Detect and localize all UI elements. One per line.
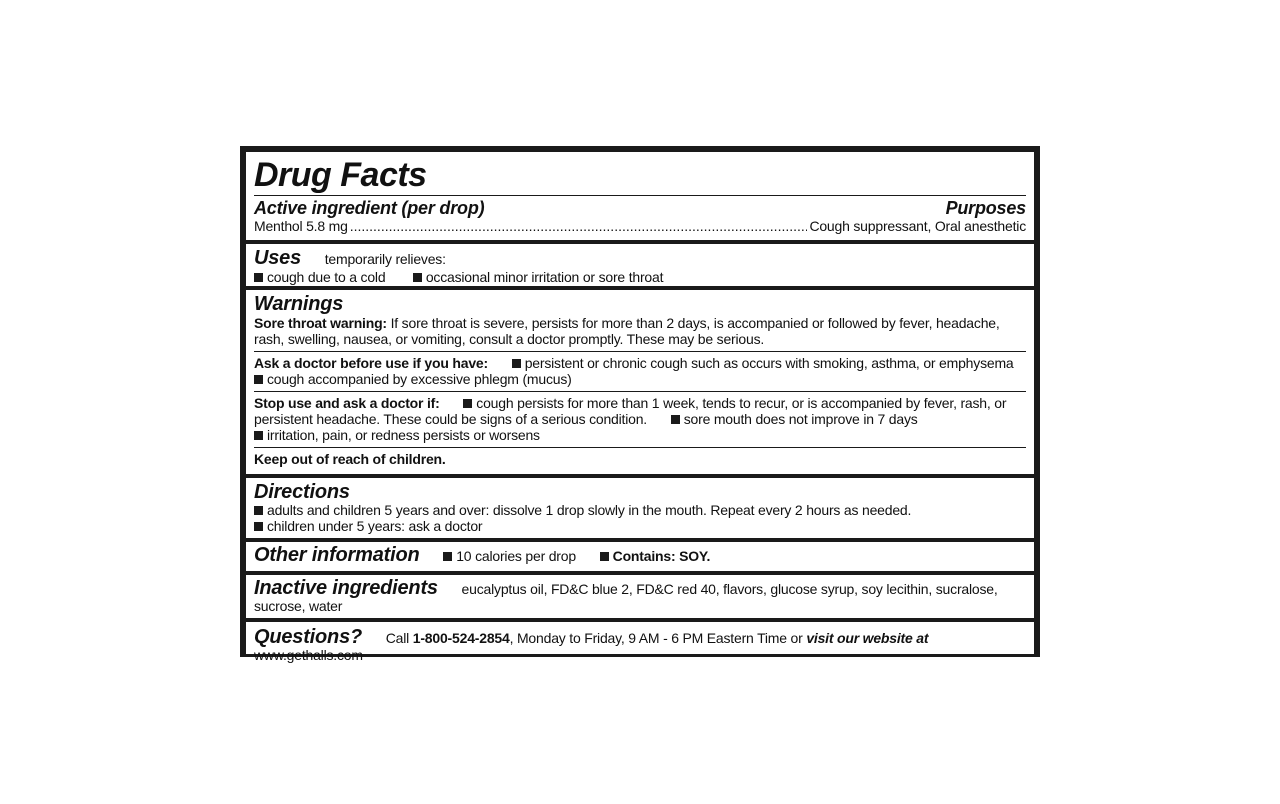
questions-call: Call — [385, 630, 410, 646]
other-information-heading: Other information — [254, 544, 420, 566]
active-ingredient-heading: Active ingredient (per drop) — [254, 198, 485, 218]
drug-facts-panel — [240, 146, 1040, 663]
keep-out-warning — [254, 448, 1026, 471]
warnings-section — [246, 290, 1034, 474]
bullet-square-icon — [413, 273, 422, 282]
keep-out-text: Keep out of reach of children. — [254, 451, 446, 467]
uses-intro: temporarily relieves: — [324, 251, 446, 267]
other-information-section — [246, 542, 1034, 571]
inactive-ingredients-text: eucalyptus oil, FD&C blue 2, FD&C red 40, flavors, glucose syrup, soy lecithin, sucralose, sucrose, water — [254, 581, 998, 614]
questions-section — [246, 622, 1034, 663]
inactive-ingredients-section — [246, 575, 1034, 618]
ask-doctor-item: persistent or chronic cough such as occurs with smoking, asthma, or emphysema — [512, 355, 1014, 371]
panel-title: Drug Facts — [254, 156, 427, 194]
stop-use-item: cough persists for more than 1 week, tends to recur, or is accompanied by fever, rash, or persistent headache. These could be signs of a serious condition. — [254, 395, 1007, 427]
sore-throat-warning — [254, 314, 1026, 351]
bullet-square-icon — [254, 273, 263, 282]
ingredient-name: Menthol 5.8 mg — [254, 218, 348, 234]
ask-doctor-warning — [254, 352, 1026, 391]
sore-throat-label: Sore throat warning: — [254, 315, 387, 331]
directions-heading: Directions — [254, 481, 350, 503]
warnings-heading: Warnings — [254, 293, 344, 315]
uses-item: cough due to a cold — [254, 269, 385, 285]
bullet-square-icon — [254, 375, 263, 384]
bullet-square-icon — [671, 415, 680, 424]
phone-number: 1-800-524-2854 — [412, 630, 510, 646]
uses-item: occasional minor irritation or sore throat — [413, 269, 663, 285]
stop-use-label: Stop use and ask a doctor if: — [254, 395, 440, 411]
bullet-square-icon — [600, 552, 609, 561]
stop-use-item: sore mouth does not improve in 7 days — [671, 411, 918, 427]
uses-section — [246, 244, 1034, 286]
questions-heading: Questions? — [254, 626, 363, 648]
bullet-square-icon — [254, 522, 263, 531]
purposes-heading: Purposes — [945, 198, 1026, 218]
directions-section — [246, 478, 1034, 538]
other-item: 10 calories per drop — [443, 548, 576, 564]
leader-dots — [350, 218, 808, 234]
bullet-square-icon — [254, 506, 263, 515]
directions-item: adults and children 5 years and over: dissolve 1 drop slowly in the mouth. Repeat every 2 hours as needed. — [254, 502, 1026, 518]
ingredient-purpose: Cough suppressant, Oral anesthetic — [809, 218, 1026, 234]
sore-throat-text: If sore throat is severe, persists for more than 2 days, is accompanied or followed by fever, headache, rash, swelling, nausea, or vomiting, consult a doctor promptly. These may be serious. — [254, 315, 1000, 347]
uses-heading: Uses — [254, 247, 302, 269]
stop-use-warning — [254, 392, 1026, 447]
hours-text: , Monday to Friday, 9 AM - 6 PM Eastern Time or — [509, 630, 803, 646]
other-item: Contains: SOY. — [600, 548, 711, 564]
bullet-square-icon — [443, 552, 452, 561]
active-ingredient-section — [246, 152, 1034, 240]
inactive-ingredients-heading: Inactive ingredients — [254, 577, 438, 599]
bullet-square-icon — [512, 359, 521, 368]
bullet-square-icon — [463, 399, 472, 408]
ask-doctor-item: cough accompanied by excessive phlegm (mucus) — [254, 371, 572, 387]
title-rule — [254, 195, 1026, 196]
ask-doctor-label: Ask a doctor before use if you have: — [254, 355, 488, 371]
website-link[interactable]: www.gethalls.com — [254, 647, 363, 663]
visit-text: visit our website at — [806, 630, 929, 646]
bullet-square-icon — [254, 431, 263, 440]
directions-item: children under 5 years: ask a doctor — [254, 518, 1026, 534]
stop-use-item: irritation, pain, or redness persists or worsens — [254, 427, 540, 443]
